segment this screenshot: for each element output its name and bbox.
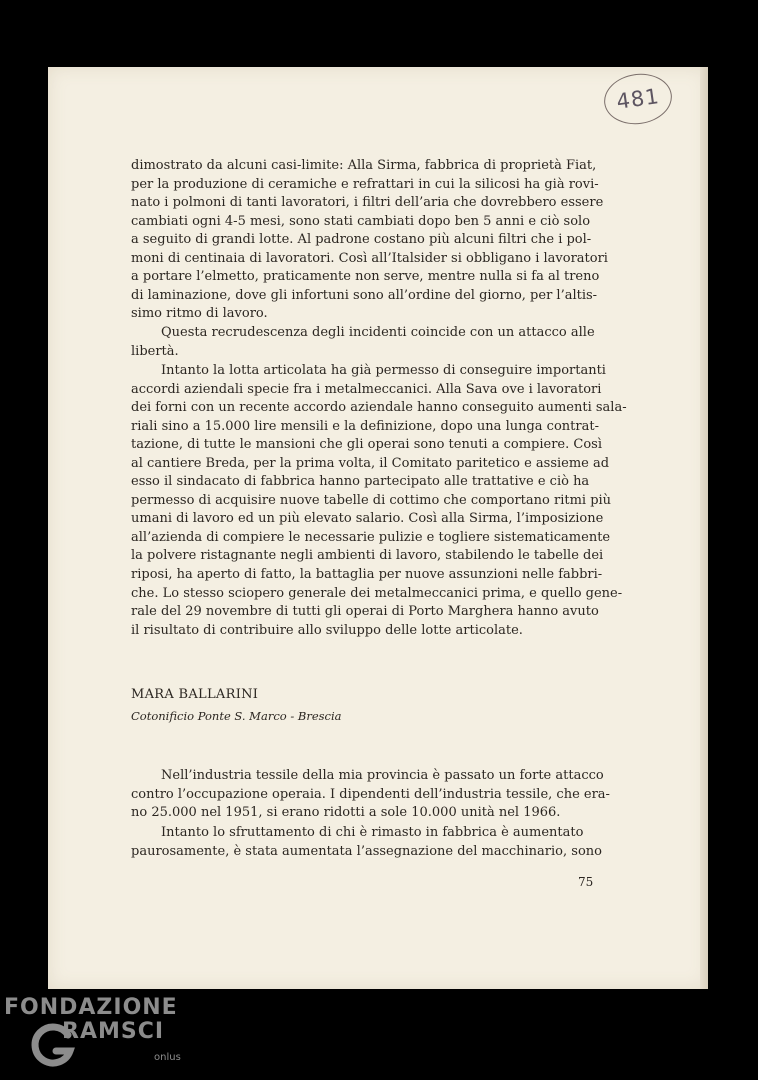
text-line: Intanto lo sfruttamento di chi è rimasto in fabbrica è aumentato xyxy=(161,825,584,840)
text-line: esso il sindacato di fabbrica hanno partecipato alle trattative e ciò ha xyxy=(131,474,590,490)
text-line: Nell’industria tessile della mia provincia è passato un forte attacco xyxy=(161,768,604,783)
text-line: permesso di acquisire nuove tabelle di cottimo che comportano ritmi più xyxy=(131,492,612,508)
text-line: al cantiere Breda, per la prima volta, il Comitato paritetico e assieme ad xyxy=(131,455,610,471)
archive-number-stamp: 481 xyxy=(601,70,675,129)
text-line: tazione, di tutte le mansioni che gli operai sono tenuti a compiere. Così xyxy=(131,437,602,453)
text-line: libertà. xyxy=(131,343,179,359)
text-line: riali sino a 15.000 lire mensili e la definizione, dopo una lunga contrat- xyxy=(131,418,599,434)
paragraph-3 xyxy=(131,362,627,640)
text-line: il risultato di contribuire allo sviluppo delle lotte articolate. xyxy=(131,622,523,638)
text-line: di laminazione, dove gli infortuni sono all’ordine del giorno, per l’altis- xyxy=(131,287,598,303)
text-line: Intanto la lotta articolata ha già permesso di conseguire importanti xyxy=(161,363,606,378)
paragraph-4 xyxy=(131,767,610,823)
page-number: 75 xyxy=(578,875,594,889)
text-line: nato i polmoni di tanti lavoratori, i filtri dell’aria che dovrebbero essere xyxy=(131,195,604,211)
watermark-line-1: FONDAZIONE xyxy=(4,995,178,1020)
text-line: la polvere ristagnante negli ambienti di lavoro, stabilendo le tabelle dei xyxy=(131,548,604,564)
text-line: moni di centinaia di lavoratori. Così all’Italsider si obbligano i lavoratori xyxy=(131,250,608,266)
text-line: all’azienda di compiere le necessarie pulizie e togliere sistematicamente xyxy=(131,529,611,545)
text-line: per la produzione di ceramiche e refrattari in cui la silicosi ha già rovi- xyxy=(131,176,599,192)
text-line: Questa recrudescenza degli incidenti coincide con un attacco alle xyxy=(161,325,595,340)
text-line: umani di lavoro ed un più elevato salario. Così alla Sirma, l’imposizione xyxy=(131,511,604,527)
text-line: dimostrato da alcuni casi-limite: Alla Sirma, fabbrica di proprietà Fiat, xyxy=(131,158,597,173)
text-line: simo ritmo di lavoro. xyxy=(131,306,268,322)
text-line: dei forni con un recente accordo aziendale hanno conseguito aumenti sala- xyxy=(131,400,627,416)
text-line: paurosamente, è stata aumentata l’assegnazione del macchinario, sono xyxy=(131,843,602,859)
text-line: che. Lo stesso sciopero generale dei metalmeccanici prima, e quello gene- xyxy=(131,585,623,601)
paragraph-1 xyxy=(131,157,608,324)
text-line: a seguito di grandi lotte. Al padrone costano più alcuni filtri che i pol- xyxy=(131,232,592,248)
speaker-affiliation: Cotonificio Ponte S. Marco - Brescia xyxy=(131,709,342,723)
speaker-name: MARA BALLARINI xyxy=(131,687,259,702)
text-line: no 25.000 nel 1951, si erano ridotti a sole 10.000 unità nel 1966. xyxy=(131,805,561,821)
paragraph-2 xyxy=(131,324,596,361)
text-line: riposi, ha aperto di fatto, la battaglia per nuove assunzioni nelle fabbri- xyxy=(131,567,603,583)
text-line: accordi aziendali specie fra i metalmeccanici. Alla Sava ove i lavoratori xyxy=(131,381,602,397)
text-line: contro l’occupazione operaia. I dipendenti dell’industria tessile, che era- xyxy=(131,786,610,802)
fondazione-gramsci-watermark xyxy=(0,995,200,1080)
text-line: a portare l’elmetto, praticamente non serve, mentre nulla si fa al treno xyxy=(131,269,600,285)
watermark-line-2: RAMSCI xyxy=(62,1019,165,1044)
text-line: rale del 29 novembre di tutti gli operai di Porto Marghera hanno avuto xyxy=(131,604,599,620)
paragraph-5 xyxy=(131,824,602,861)
watermark-suffix: onlus xyxy=(154,1052,181,1063)
text-line: cambiati ogni 4-5 mesi, sono stati cambiati dopo ben 5 anni e ciò solo xyxy=(131,213,591,229)
page-edge xyxy=(700,67,708,989)
